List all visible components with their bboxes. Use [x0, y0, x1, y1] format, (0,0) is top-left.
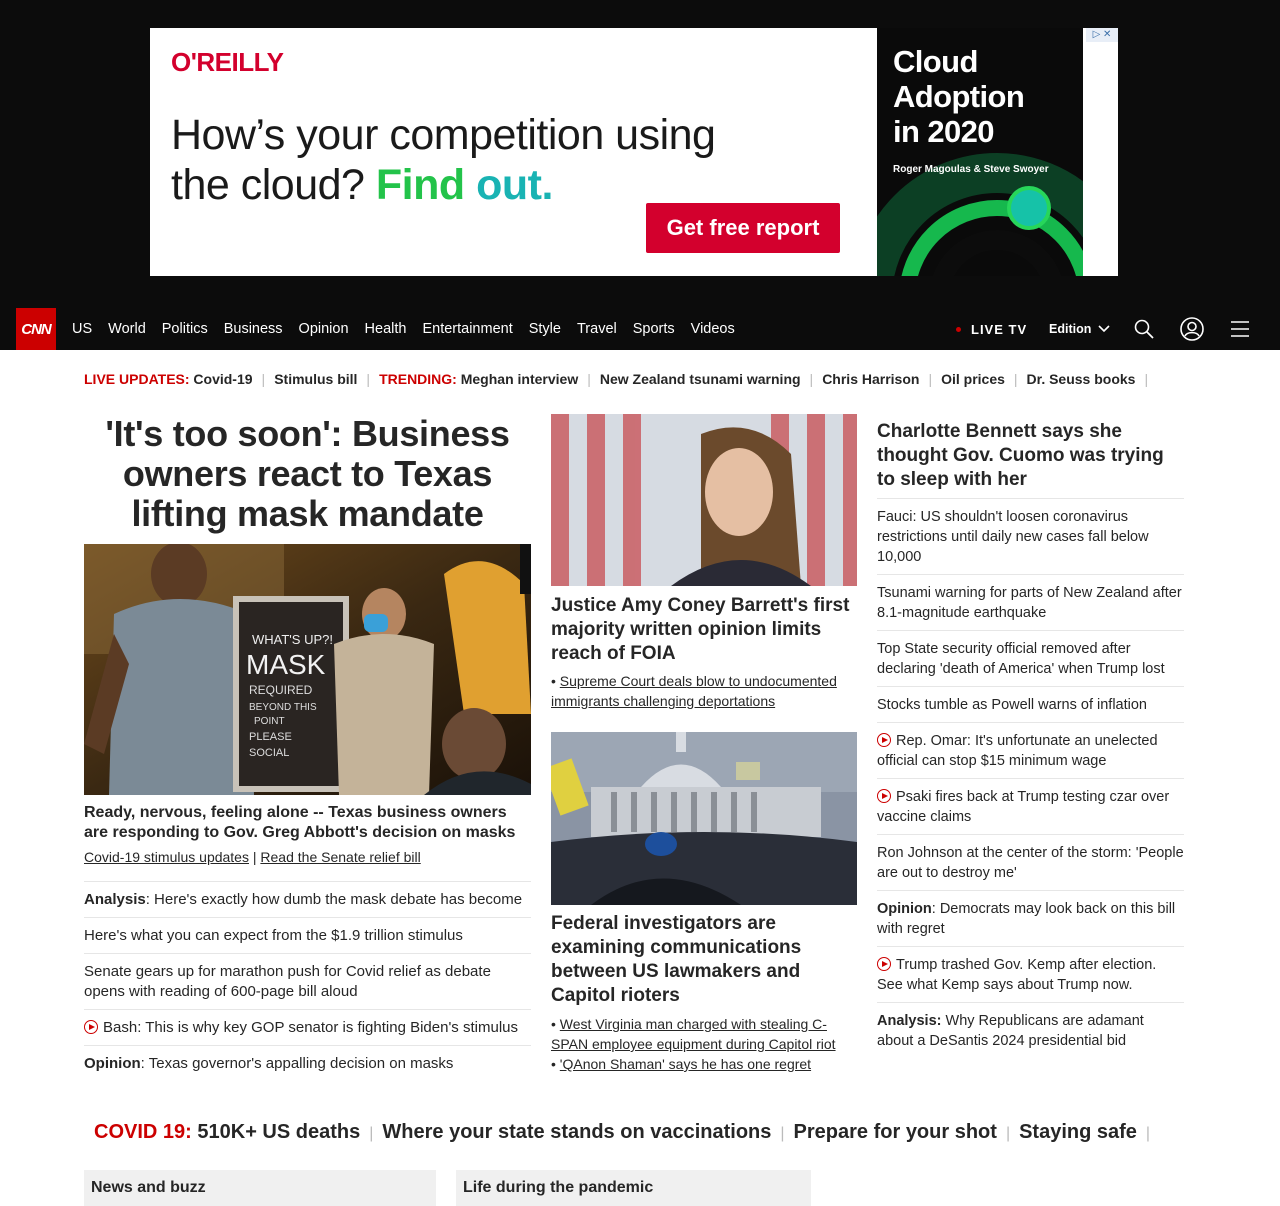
ad-out-text: out. [476, 161, 553, 209]
lead-story [84, 414, 531, 534]
list-item-text: Bash: This is why key GOP senator is fighting Biden's stimulus [103, 1019, 518, 1036]
separator: | [1145, 1125, 1151, 1142]
list-item[interactable] [877, 946, 1184, 1002]
cuomo-headline[interactable]: Charlotte Bennett says she thought Gov. Cuomo was trying to sleep with her [877, 421, 1164, 490]
ad-headline-line1: How’s your competition using [171, 111, 716, 159]
capitol-related-item [551, 1054, 861, 1074]
chevron-down-icon [1098, 325, 1110, 333]
list-item-label: Opinion [84, 1055, 141, 1072]
live-tv-label: LIVE TV [971, 321, 1028, 337]
lead-subheadline[interactable]: Ready, nervous, feeling alone -- Texas business owners are responding to Gov. Greg Abbott's decision on masks [84, 804, 516, 841]
supreme-court-link[interactable]: Supreme Court deals blow to undocumented immigrants challenging deportations [551, 673, 837, 709]
list-item[interactable] [84, 917, 531, 953]
list-item[interactable] [877, 686, 1184, 722]
list-item[interactable] [877, 722, 1184, 778]
separator: | [369, 1125, 374, 1142]
covid-deaths-link[interactable]: 510K+ US deaths [197, 1121, 361, 1143]
video-play-icon [877, 957, 891, 971]
capitol-related-item [551, 1014, 861, 1054]
list-item[interactable] [84, 881, 531, 917]
separator: | [587, 371, 591, 387]
adchoices-icon[interactable]: ▷ ✕ [1086, 28, 1118, 42]
nav-link-style[interactable]: Style [528, 321, 561, 337]
nav-link-health[interactable]: Health [364, 321, 407, 337]
barrett-headline[interactable]: Justice Amy Coney Barrett's first majority written opinion limits reach of FOIA [551, 595, 850, 664]
list-item-text: Top State security official removed after declaring 'death of America' when Trump lost [877, 641, 1165, 677]
trending-meghan-link[interactable]: Meghan interview [460, 371, 579, 387]
video-play-icon [877, 789, 891, 803]
list-item[interactable] [877, 890, 1184, 946]
barrett-image[interactable] [551, 414, 857, 586]
list-item-text: Here's what you can expect from the $1.9 trillion stimulus [84, 927, 463, 944]
svg-text:REQUIRED: REQUIRED [249, 683, 313, 697]
separator: | [780, 1125, 785, 1142]
lead-related-links [84, 849, 421, 865]
bullet: • [551, 1016, 556, 1032]
lead-photo [84, 544, 531, 795]
list-item-text: : Democrats may look back on this bill with regret [877, 901, 1176, 937]
list-item[interactable] [877, 834, 1184, 890]
capitol-headline[interactable]: Federal investigators are examining communications between US lawmakers and Capitol rioters [551, 913, 802, 1006]
separator: | [928, 371, 933, 387]
video-play-icon [877, 733, 891, 747]
top-nav [0, 308, 1280, 350]
list-item-text: : Here's exactly how dumb the mask debate has become [145, 891, 523, 908]
nav-link-opinion[interactable]: Opinion [298, 321, 349, 337]
nav-links [64, 308, 743, 350]
list-item-text: Trump trashed Gov. Kemp after election. See what Kemp says about Trump now. [877, 957, 1157, 993]
lead-story-list [84, 881, 531, 1081]
menu-icon[interactable] [1228, 317, 1252, 341]
covid-vaccinations-link[interactable]: Where your state stands on vaccinations [382, 1121, 772, 1143]
separator: | [366, 371, 371, 387]
live-updates-label: LIVE UPDATES: [84, 371, 190, 387]
ad-book-authors: Roger Magoulas & Steve Swoyer [893, 164, 1049, 175]
list-item[interactable] [877, 1002, 1184, 1058]
nav-link-business[interactable]: Business [223, 321, 283, 337]
svg-text:PLEASE: PLEASE [249, 731, 292, 743]
ad-book-panel [877, 28, 1118, 276]
section-life-during-pandemic[interactable]: Life during the pandemic [456, 1170, 811, 1206]
nav-link-world[interactable]: World [108, 321, 146, 337]
oreilly-logo: O'REILLY [171, 47, 284, 77]
video-play-icon [84, 1020, 98, 1034]
capitol-related [551, 1014, 861, 1074]
list-item[interactable] [84, 1009, 531, 1045]
list-item-text: Senate gears up for marathon push for Covid relief as debate opens with reading of 600-page bill aloud [84, 963, 491, 1000]
ad-headline [171, 110, 715, 210]
barrett-related [551, 671, 857, 711]
list-item-text: Rep. Omar: It's unfortunate an unelected official can stop $15 minimum wage [877, 733, 1158, 769]
svg-text:MASK: MASK [246, 649, 326, 680]
advertisement[interactable] [150, 28, 1118, 276]
nav-link-travel[interactable]: Travel [576, 321, 617, 337]
ad-banner-area [0, 0, 1280, 308]
live-dot-icon [956, 327, 961, 332]
trending-chris-harrison-link[interactable]: Chris Harrison [822, 371, 920, 387]
separator: | [261, 371, 266, 387]
bullet: • [551, 673, 556, 689]
cnn-logo[interactable]: CNN [16, 308, 56, 350]
nav-link-us[interactable]: US [72, 321, 93, 337]
get-free-report-button[interactable]: Get free report [646, 203, 840, 253]
svg-text:SOCIAL: SOCIAL [249, 747, 290, 759]
ad-book-title: Cloud Adoption in 2020 [893, 44, 1025, 149]
barrett-photo [551, 414, 857, 586]
list-item[interactable] [84, 953, 531, 1009]
capitol-image[interactable] [551, 732, 857, 905]
svg-text:BEYOND THIS: BEYOND THIS [249, 702, 317, 713]
bullet: • [551, 1056, 556, 1072]
separator: | [252, 849, 257, 865]
ad-book-cover [877, 28, 1083, 276]
live-tv-link[interactable] [956, 308, 1027, 350]
qanon-shaman-link[interactable]: 'QAnon Shaman' says he has one regret [559, 1056, 812, 1072]
nav-link-videos[interactable]: Videos [690, 321, 735, 337]
nav-link-sports[interactable]: Sports [632, 321, 675, 337]
covid-label: COVID 19: [94, 1121, 192, 1143]
nav-link-politics[interactable]: Politics [161, 321, 208, 337]
svg-text:WHAT'S UP?!: WHAT'S UP?! [252, 632, 333, 647]
list-item-text: Psaki fires back at Trump testing czar over vaccine claims [877, 789, 1170, 825]
list-item-text: Ron Johnson at the center of the storm: 'People are out to destroy me' [877, 845, 1184, 881]
list-item-label: Analysis: [877, 1013, 942, 1029]
separator: | [1144, 371, 1149, 387]
trending-seuss-link[interactable]: Dr. Seuss books [1026, 371, 1136, 387]
list-item[interactable] [877, 498, 1184, 574]
covid-staying-safe-link[interactable]: Staying safe [1019, 1121, 1137, 1143]
edition-dropdown[interactable] [1049, 308, 1110, 350]
lead-headline[interactable]: 'It's too soon': Business owners react to Texas lifting mask mandate [105, 413, 510, 534]
trending-oil-prices-link[interactable]: Oil prices [941, 371, 1005, 387]
trending-covid-link[interactable]: Covid-19 [193, 371, 253, 387]
list-item-text: Why Republicans are adamant about a DeSantis 2024 presidential bid [877, 1013, 1144, 1049]
separator: | [1005, 1125, 1011, 1142]
search-icon[interactable] [1132, 317, 1156, 341]
trending-bar [84, 371, 1157, 387]
nav-link-entertainment[interactable]: Entertainment [422, 321, 513, 337]
senate-relief-bill-link[interactable]: Read the Senate relief bill [260, 849, 421, 865]
list-item-text: Tsunami warning for parts of New Zealand after 8.1-magnitude earthquake [877, 585, 1182, 621]
list-item[interactable] [877, 574, 1184, 630]
svg-text:POINT: POINT [254, 716, 285, 727]
account-icon[interactable] [1180, 317, 1204, 341]
list-item-label: Opinion [877, 901, 932, 917]
trending-stimulus-link[interactable]: Stimulus bill [274, 371, 358, 387]
section-news-and-buzz[interactable]: News and buzz [84, 1170, 436, 1206]
list-item-text: Fauci: US shouldn't loosen coronavirus restrictions until daily new cases fall below 10,000 [877, 509, 1149, 565]
lead-image[interactable] [84, 544, 531, 795]
separator: | [1013, 371, 1018, 387]
ad-find-text: Find [375, 161, 465, 209]
list-item[interactable] [84, 1045, 531, 1081]
capitol-photo [551, 732, 857, 905]
list-item-text: : Texas governor's appalling decision on masks [140, 1055, 454, 1072]
list-item-label: Analysis [84, 891, 146, 908]
covid-prepare-shot-link[interactable]: Prepare for your shot [793, 1121, 997, 1143]
list-item[interactable] [877, 630, 1184, 686]
ad-headline-line2: the cloud? [171, 161, 365, 209]
trending-label: TRENDING: [379, 371, 457, 387]
trending-nz-tsunami-link[interactable]: New Zealand tsunami warning [599, 371, 801, 387]
right-column [877, 420, 1184, 1058]
wv-man-link[interactable]: West Virginia man charged with stealing C-SPAN employee equipment during Capitol riot [551, 1016, 836, 1052]
list-item[interactable] [877, 778, 1184, 834]
list-item-text: Stocks tumble as Powell warns of inflation [877, 697, 1147, 713]
covid-bar [94, 1121, 1159, 1144]
covid-stimulus-updates-link[interactable]: Covid-19 stimulus updates [84, 849, 249, 865]
separator: | [809, 371, 814, 387]
edition-label: Edition [1049, 322, 1092, 336]
